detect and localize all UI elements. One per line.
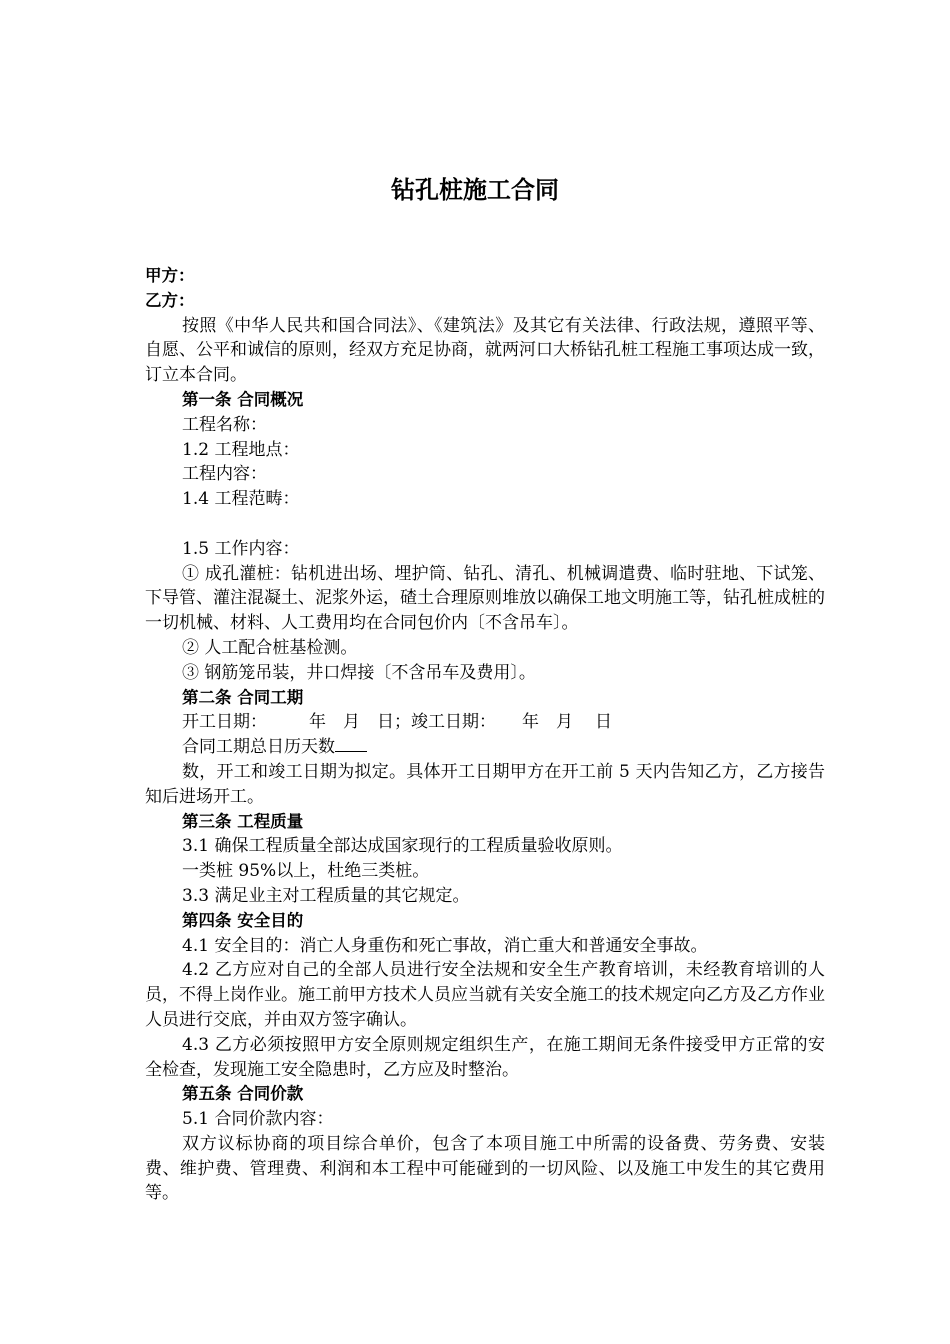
document-title: 钻孔桩施工合同 [391, 176, 559, 204]
blank-line [145, 512, 825, 537]
end-month: 月 [556, 712, 573, 733]
safety-item-2: 4.2 乙方应对自己的全部人员进行安全法规和安全生产教育培训，未经教育培训的人员，不得上岗作业。施工前甲方技术人员应当就有关安全施工的技术规定向乙方及乙方作业人员进行交底，并由双方签字确认。 [145, 960, 825, 1030]
work-content-label: 1.5 工作内容： [182, 538, 300, 559]
end-day: 日 [595, 712, 612, 733]
project-name-field: 工程名称： [182, 414, 267, 435]
start-year: 年 [309, 712, 326, 733]
work-item-2: ② 人工配合桩基检测。 [182, 637, 358, 658]
quality-item-1: 3.1 确保工程质量全部达成国家现行的工程质量验收原则。 [182, 836, 623, 857]
start-date-label: 开工日期： [182, 712, 267, 733]
party-b-label: 乙方： [145, 290, 195, 310]
schedule-dates-line [145, 710, 825, 735]
total-days-label: 合同工期总日历天数 [182, 737, 335, 758]
article-5-heading: 第五条 合同价款 [182, 1084, 304, 1104]
work-item-1: ① 成孔灌桩：钻机进出场、埋护筒、钻孔、清孔、机械调遣费、临时驻地、下试笼、下导管、灌注混凝土、泥浆外运，碴土合理原则堆放以确保工地文明施工等，钻孔桩成桩的一切机械、材料、人工费用均在合同包价内〔不含吊车〕。 [145, 563, 825, 634]
end-year: 年 [522, 712, 539, 733]
project-scope-field: 1.4 工程范畴： [182, 489, 300, 510]
schedule-paragraph: 数，开工和竣工日期为拟定。具体开工日期甲方在开工前 5 天内告知乙方，乙方接告知后进场开工。 [145, 761, 825, 807]
project-content-field: 工程内容： [182, 464, 267, 485]
party-a-label: 甲方： [145, 266, 195, 285]
document-body [145, 264, 825, 1206]
quality-item-3: 3.3 满足业主对工程质量的其它规定。 [182, 885, 470, 906]
start-month: 月 [343, 712, 360, 733]
total-days-line [145, 735, 825, 760]
end-date-label: 日；竣工日期： [377, 712, 496, 733]
article-1-heading: 第一条 合同概况 [182, 389, 304, 409]
article-3-heading: 第三条 工程质量 [182, 811, 304, 831]
project-location-field: 1.2 工程地点： [182, 439, 300, 460]
price-item-1: 5.1 合同价款内容： [182, 1109, 334, 1130]
total-days-blank [335, 735, 367, 752]
article-4-heading: 第四条 安全目的 [182, 910, 304, 930]
article-2-heading: 第二条 合同工期 [182, 687, 304, 707]
price-paragraph: 双方议标协商的项目综合单价，包含了本项目施工中所需的设备费、劳务费、安装费、维护费、管理费、利润和本工程中可能碰到的一切风险、以及施工中发生的其它费用等。 [145, 1133, 825, 1204]
intro-paragraph: 按照《中华人民共和国合同法》、《建筑法》及其它有关法律、行政法规，遵照平等、自愿、公平和诚信的原则，经双方充足协商，就两河口大桥钻孔桩工程施工事项达成一致，订立本合同。 [145, 315, 825, 386]
work-item-3: ③ 钢筋笼吊装，井口焊接〔不含吊车及费用〕。 [182, 662, 536, 683]
safety-item-3: 4.3 乙方必须按照甲方安全原则规定组织生产，在施工期间无条件接受甲方正常的安全检查，发现施工安全隐患时，乙方应及时整治。 [145, 1034, 825, 1080]
quality-item-2: 一类桩 95%以上，杜绝三类桩。 [182, 861, 430, 882]
safety-item-1: 4.1 安全目的：消亡人身重伤和死亡事故，消亡重大和普通安全事故。 [182, 935, 708, 956]
